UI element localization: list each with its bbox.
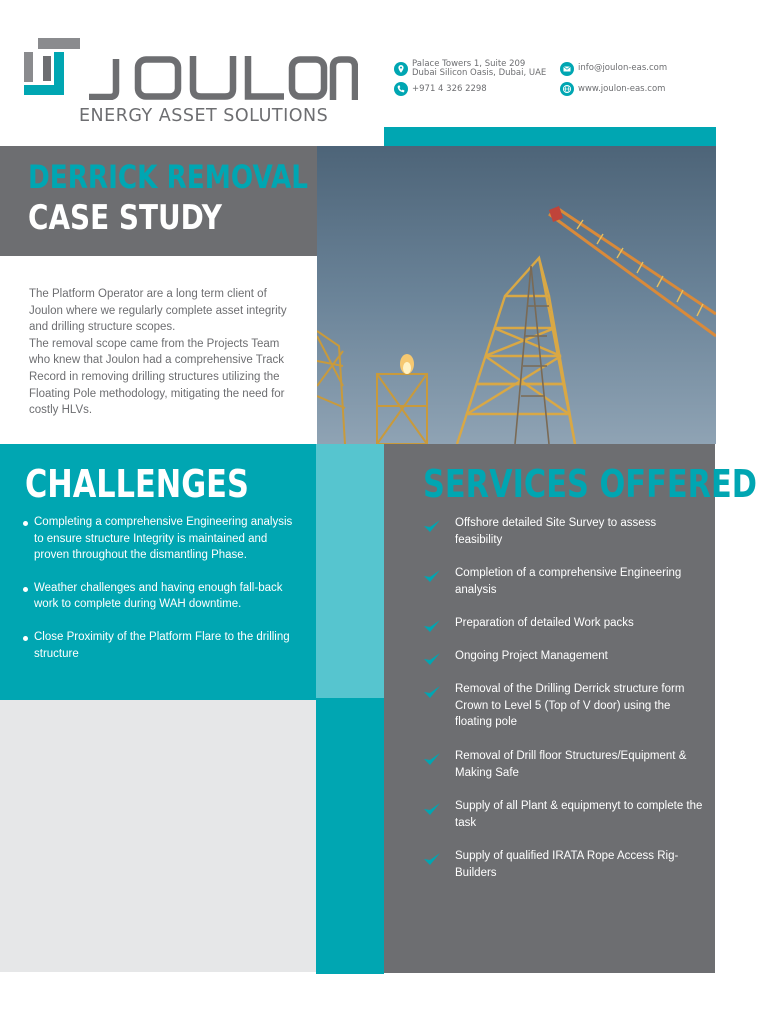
checkmark-icon	[423, 851, 441, 867]
service-text: Ongoing Project Management	[455, 650, 608, 662]
service-text: Removal of the Drilling Derrick structure form Crown to Level 5 (Top of V door) using the floating pole	[455, 683, 685, 729]
checkmark-icon	[423, 684, 441, 700]
checkmark-icon	[423, 751, 441, 767]
services-heading: SERVICES OFFERED	[423, 462, 758, 506]
divider-block	[316, 698, 384, 974]
intro-paragraph-2: The removal scope came from the Projects Team who knew that Joulon had a comprehensive Track Record in removing drilling structures utilizing the Floating Pole methodology, mitigating the need for costly HLVs.	[29, 337, 285, 417]
website-text[interactable]: www.joulon-eas.com	[578, 84, 666, 94]
list-item: Close Proximity of the Platform Flare to the drilling structure	[22, 629, 302, 662]
page-title: DERRICK REMOVAL	[28, 158, 309, 196]
derrick-photo	[317, 146, 716, 444]
page-subtitle: CASE STUDY	[28, 198, 222, 238]
intro-text	[29, 286, 301, 419]
list-item: Weather challenges and having enough fall-back work to complete during WAH downtime.	[22, 580, 302, 613]
checkmark-icon	[423, 518, 441, 534]
intro-paragraph-1: The Platform Operator are a long term client of Joulon where we regularly complete asset integrity and drilling structure scopes.	[29, 288, 287, 334]
logo-wordmark	[86, 56, 358, 100]
service-text: Completion of a comprehensive Engineering analysis	[455, 567, 682, 596]
email-text[interactable]: info@joulon-eas.com	[578, 63, 668, 73]
list-item: Completing a comprehensive Engineering analysis to ensure structure Integrity is maintained and proven throughout the dismantling Phase.	[22, 514, 302, 564]
service-text: Supply of all Plant & equipmenyt to complete the task	[455, 800, 703, 829]
service-text: Supply of qualified IRATA Rope Access Rig-Builders	[455, 850, 679, 879]
service-text: Offshore detailed Site Survey to assess feasibility	[455, 517, 657, 546]
accent-strip	[384, 127, 716, 146]
phone-text[interactable]: +971 4 326 2298	[412, 84, 487, 94]
divider-block-light	[316, 444, 384, 698]
checkmark-icon	[423, 568, 441, 584]
blank-panel	[0, 700, 316, 972]
globe-icon	[560, 82, 574, 96]
checkmark-icon	[423, 801, 441, 817]
address-line1: Palace Towers 1, Suite 209	[412, 59, 526, 69]
checkmark-icon	[423, 651, 441, 667]
phone-icon	[394, 82, 408, 96]
checkmark-icon	[423, 618, 441, 634]
location-pin-icon	[394, 62, 408, 76]
brand-tagline: ENERGY ASSET SOLUTIONS	[79, 106, 329, 126]
challenges-list	[22, 514, 302, 662]
logo-mark-icon	[24, 38, 80, 98]
address-line2: Dubai Silicon Oasis, Dubai, UAE	[412, 68, 547, 78]
email-icon	[560, 62, 574, 76]
service-text: Preparation of detailed Work packs	[455, 617, 634, 629]
service-text: Removal of Drill floor Structures/Equipment & Making Safe	[455, 750, 687, 779]
wordmark-graphic	[86, 56, 358, 100]
challenges-heading: CHALLENGES	[25, 462, 249, 506]
